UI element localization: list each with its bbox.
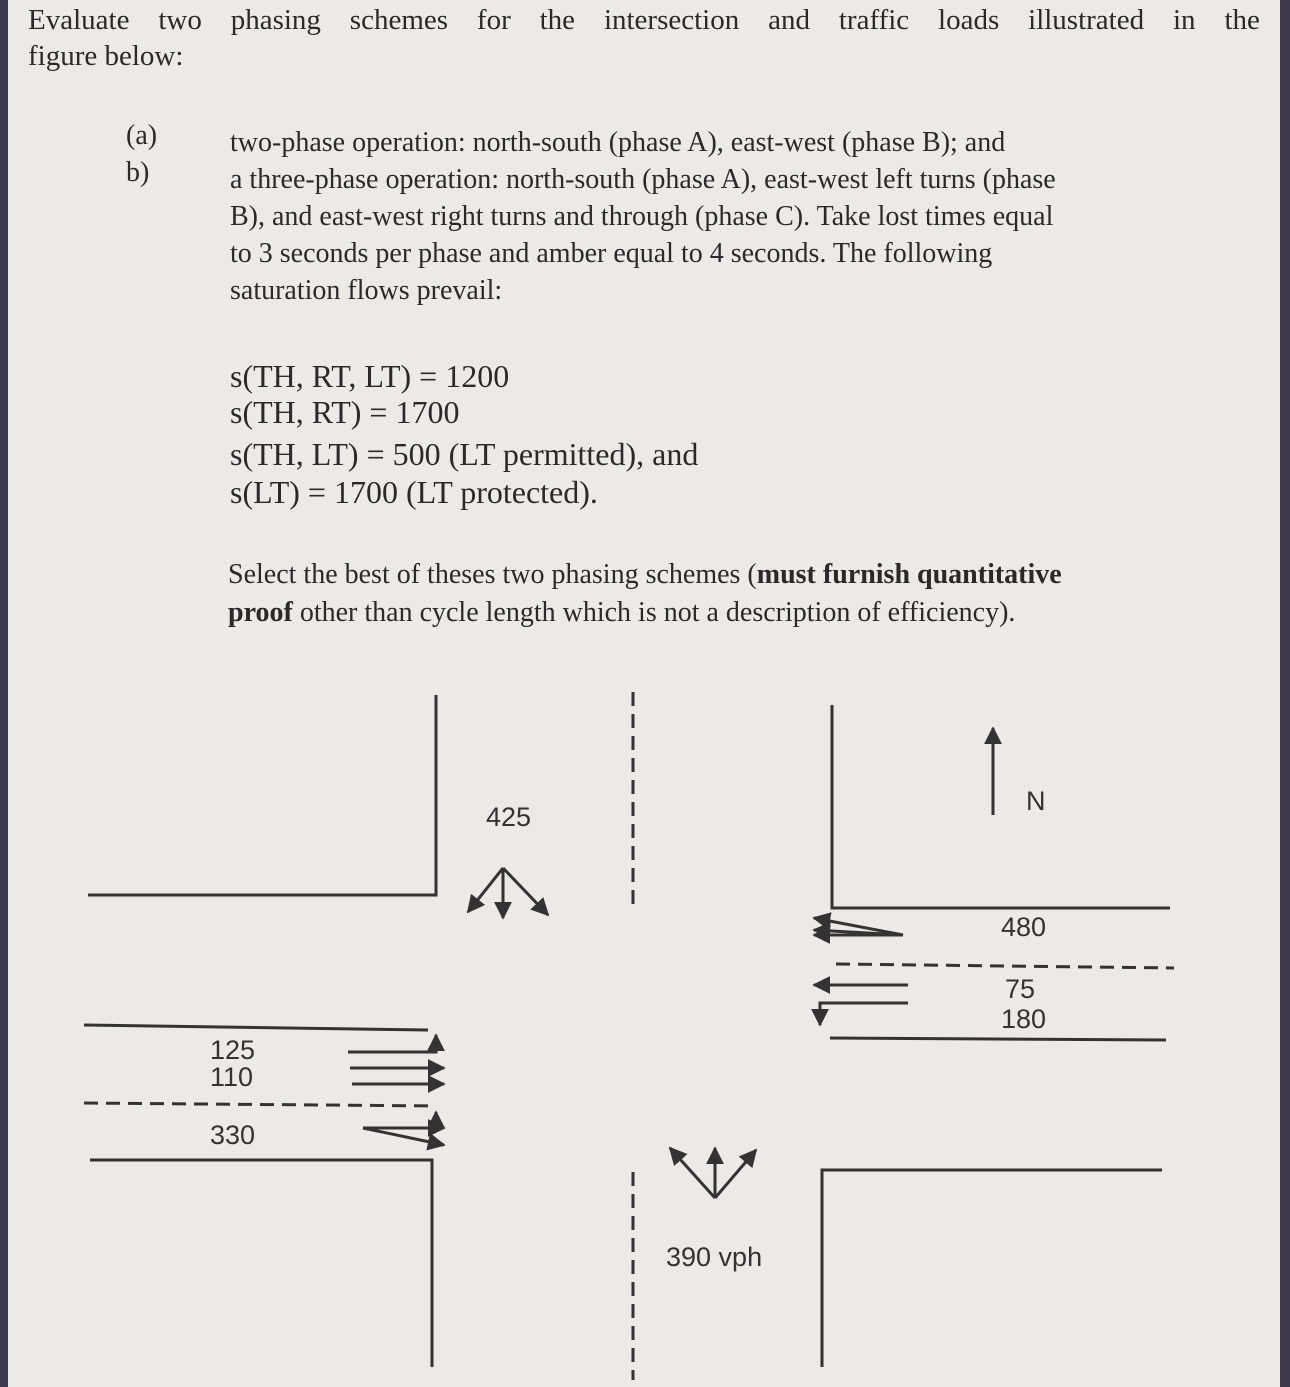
- arrow-eb-left-2: [363, 1112, 436, 1128]
- arrow-sb-left: [503, 868, 548, 915]
- select-text-1: Select the best of theses two phasing schemes (: [228, 559, 757, 590]
- select-bold-2: proof: [228, 597, 293, 628]
- intro-line-2: figure below:: [28, 40, 184, 72]
- item-b-line-1: a three-phase operation: north-south (phase A), east-west left turns (phase: [230, 164, 1056, 195]
- intersection-diagram: [8, 0, 1280, 1387]
- intro-word: intersection: [603, 4, 740, 36]
- intro-word: two: [158, 4, 202, 36]
- centerline-east: [836, 964, 1174, 968]
- select-text-2: other than cycle length which is not a description of efficiency).: [292, 597, 1016, 628]
- west-top-volume: 125: [210, 1035, 256, 1065]
- intro-word: schemes: [349, 4, 449, 36]
- north-volume: 425: [486, 802, 532, 832]
- arrow-eb-left: [348, 1035, 436, 1052]
- arrow-wb-right: [820, 1003, 908, 1025]
- west-mid-volume: 110: [210, 1062, 254, 1092]
- west-bottom-volume: 330: [210, 1120, 256, 1150]
- arrow-nb-right: [715, 1150, 756, 1198]
- curb-se: [822, 1170, 1162, 1367]
- arrow-sb-right: [468, 868, 503, 912]
- curb-west-top: [84, 1025, 428, 1030]
- intro-word: illustrated: [1028, 4, 1145, 36]
- intro-word: loads: [938, 4, 1000, 36]
- intro-word: in: [1173, 4, 1196, 36]
- arrow-eb-right: [363, 1128, 444, 1145]
- item-b-label: b): [126, 157, 150, 188]
- curb-east-bottom: [830, 1038, 1166, 1040]
- centerline-west: [84, 1103, 436, 1106]
- item-a-text: two-phase operation: north-south (phase A), east-west (phase B); and: [230, 127, 1006, 158]
- item-b-line-3: to 3 seconds per phase and amber equal to 4 seconds. The following: [230, 238, 993, 269]
- east-upper-volume: 75: [1005, 974, 1036, 1004]
- intro-word: phasing: [230, 4, 321, 36]
- curb-ne: [832, 705, 1170, 908]
- north-label: N: [1026, 786, 1046, 816]
- intro-word: for: [476, 4, 511, 36]
- intro-word: Evaluate: [28, 4, 130, 36]
- curb-nw: [88, 695, 436, 895]
- curb-sw: [90, 1160, 432, 1367]
- east-through-volume: 480: [1001, 912, 1047, 942]
- intro-word: the: [1224, 4, 1260, 36]
- page: [8, 0, 1280, 1387]
- arrow-nb-left: [670, 1148, 715, 1198]
- intro-word: traffic: [838, 4, 910, 36]
- sat-flow-1: s(TH, RT, LT) = 1200: [230, 358, 510, 394]
- east-lower-volume: 180: [1001, 1004, 1047, 1034]
- south-volume: 390 vph: [666, 1242, 763, 1272]
- sat-flow-4: s(LT) = 1700 (LT protected).: [230, 474, 598, 510]
- intro-word: the: [539, 4, 576, 36]
- item-b-line-2: B), and east-west right turns and through (phase C). Take lost times equal: [230, 201, 1054, 232]
- sat-flow-2: s(TH, RT) = 1700: [230, 394, 460, 430]
- item-b-line-4: saturation flows prevail:: [230, 275, 503, 306]
- item-a-label: (a): [126, 120, 158, 151]
- intro-word: and: [768, 4, 810, 36]
- sat-flow-3: s(TH, LT) = 500 (LT permitted), and: [230, 436, 699, 472]
- select-bold-1: must furnish quantitative: [756, 559, 1062, 590]
